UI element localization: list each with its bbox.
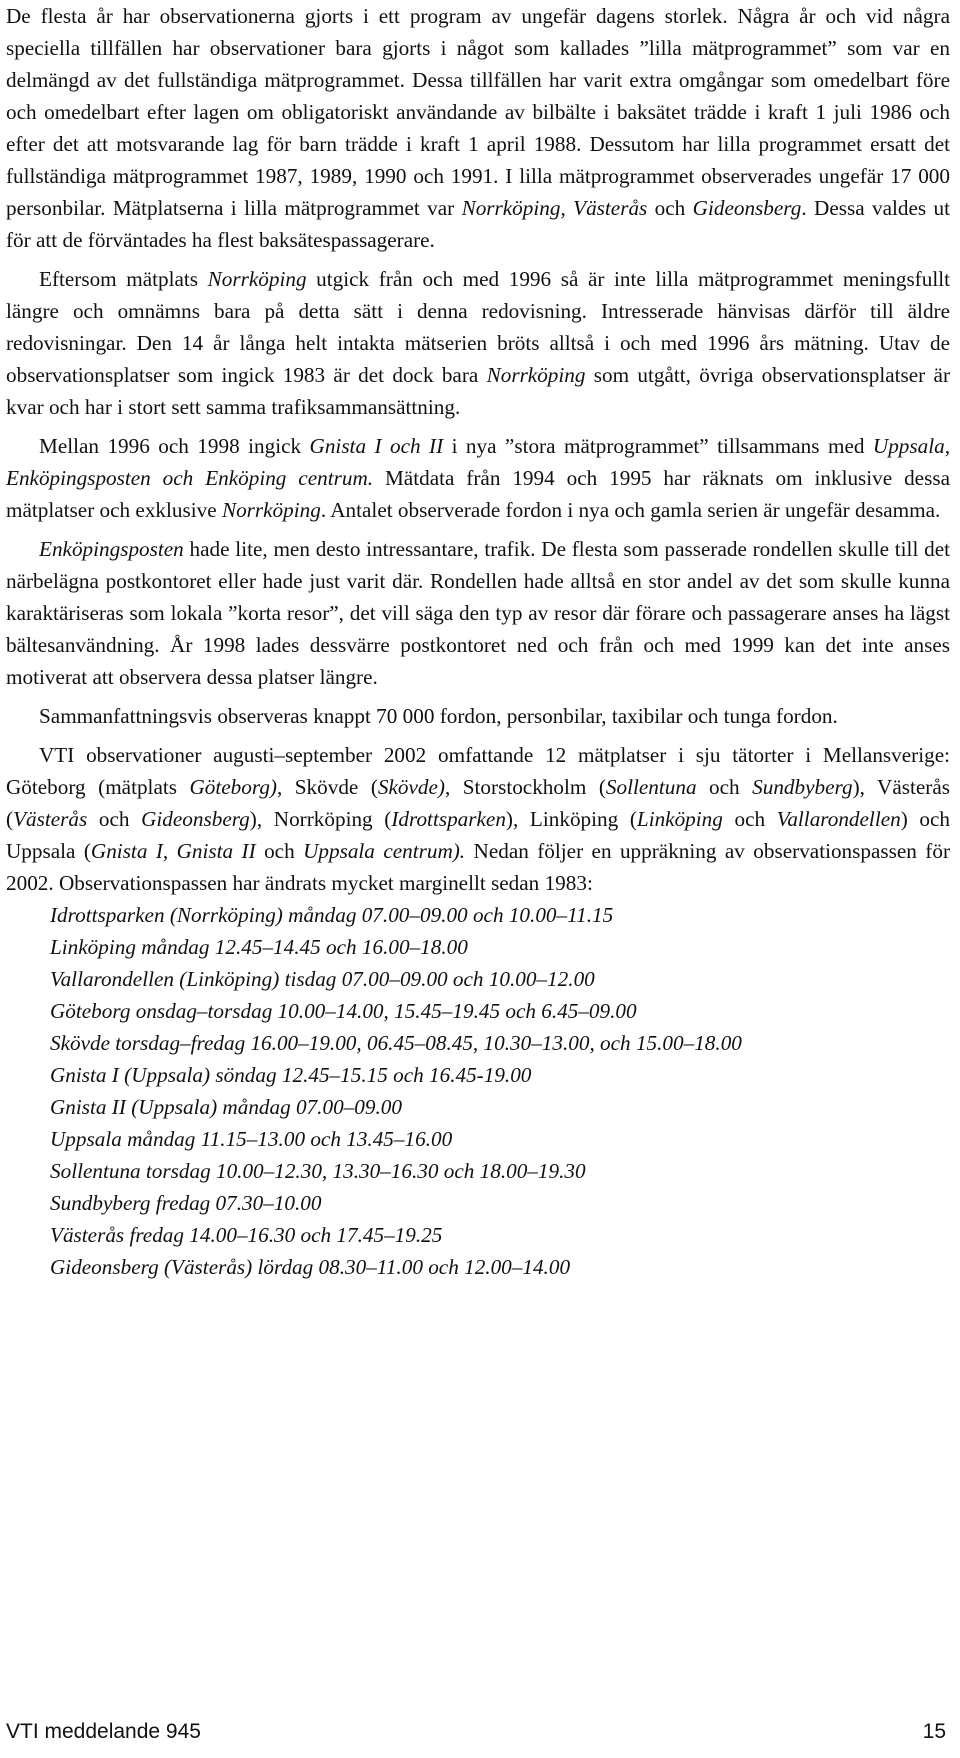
schedule-item: Sundbyberg fredag 07.30–10.00 — [50, 1191, 322, 1215]
italic-place-name: Gideonsberg — [692, 196, 802, 220]
document-page — [6, 0, 950, 1283]
italic-place-name: Göteborg) — [189, 775, 277, 799]
schedule-item: Idrottsparken (Norrköping) måndag 07.00–09.00 och 10.00–11.15 — [50, 903, 614, 927]
schedule-item: Gideonsberg (Västerås) lördag 08.30–11.00 och 12.00–14.00 — [50, 1255, 571, 1279]
italic-place-name: Norrköping, Västerås — [461, 196, 648, 220]
paragraph: Sammanfattningsvis observeras knappt 70 000 fordon, personbilar, taxibilar och tunga fordon. — [39, 704, 838, 728]
italic-place-name: Linköping — [636, 807, 723, 831]
paragraph: De flesta år har observationerna gjorts i ett program av ungefär dagens storlek. Några år och vid några speciella tillfällen har observationer bara gjorts i något som kallades ”lilla mätprogrammet” som var en delmängd av det fullständiga mätprogrammet. Dessa tillfällen har varit extra omgångar som omedelbart före och omedelbart efter lagen om obligatoriskt användande av bilbälte i baksätet trädde i kraft 1 juli 1986 och efter det att motsvarande lag för barn trädde i kraft 1 april 1988. Dessutom har lilla programmet ersatt det fullständiga mätprogrammet 1987, 1989, 1990 och 1991. I lilla mätprogrammet observerades ungefär 17 000 personbilar. Mätplatserna i lilla mätprogrammet var Norrköping, Västerås och Gideonsberg. Dessa valdes ut för att de förväntades ha flest baksätespassagerare. — [6, 4, 951, 252]
schedule-item: Skövde torsdag–fredag 16.00–19.00, 06.45–08.45, 10.30–13.00, och 15.00–18.00 — [50, 1031, 742, 1055]
schedule-item: Göteborg onsdag–torsdag 10.00–14.00, 15.45–19.45 och 6.45–09.00 — [50, 999, 637, 1023]
italic-place-name: Sollentuna — [605, 775, 697, 799]
page-footer — [6, 1716, 946, 1748]
page-number: 15 — [922, 1720, 946, 1743]
schedule-item: Gnista II (Uppsala) måndag 07.00–09.00 — [50, 1095, 402, 1119]
italic-place-name: Norrköping — [486, 363, 586, 387]
schedule-item: Vallarondellen (Linköping) tisdag 07.00–09.00 och 10.00–12.00 — [50, 967, 595, 991]
italic-place-name: Norrköping — [207, 267, 307, 291]
schedule-item: Sollentuna torsdag 10.00–12.30, 13.30–16.30 och 18.00–19.30 — [50, 1159, 586, 1183]
schedule-item: Linköping måndag 12.45–14.45 och 16.00–18.00 — [50, 935, 468, 959]
italic-place-name: Uppsala centrum). — [303, 839, 466, 863]
italic-place-name: Sundbyberg — [752, 775, 853, 799]
italic-place-name: Norrköping — [221, 498, 321, 522]
italic-place-name: Idrottsparken — [391, 807, 506, 831]
italic-place-name: Västerås — [13, 807, 88, 831]
italic-place-name: Uppsala, Enköpingsposten och Enköping centrum. — [6, 434, 950, 490]
italic-place-name: Skövde) — [377, 775, 445, 799]
italic-place-name: Vallarondellen — [776, 807, 901, 831]
schedule-item: Uppsala måndag 11.15–13.00 och 13.45–16.00 — [50, 1127, 453, 1151]
italic-place-name: Gnista I, Gnista II — [90, 839, 256, 863]
schedule-item: Gnista I (Uppsala) söndag 12.45–15.15 och 16.45-19.00 — [50, 1063, 532, 1087]
publication-name: VTI meddelande 945 — [6, 1720, 201, 1743]
paragraph: VTI observationer augusti–september 2002 omfattande 12 mätplatser i sju tätorter i Mellansverige: Göteborg (mätplats Göteborg), Skövde (Skövde), Storstockholm (Sollentuna och Sundbyberg), Västerås (Västerås och Gideonsberg), Norrköping (Idrottsparken), Linköping (Linköping och Vallarondellen) och Uppsala (Gnista I, Gnista II och Uppsala centrum). Nedan följer en uppräkning av observationspassen för 2002. Observationspassen har ändrats mycket marginellt sedan 1983: — [6, 743, 951, 895]
italic-place-name: Enköpingsposten — [39, 537, 184, 561]
paragraph: Eftersom mätplats Norrköping utgick från och med 1996 så är inte lilla mätprogrammet meningsfullt längre och omnämns bara på detta sätt i denna redovisning. Intresserade hänvisas därför till äldre redovisningar. Den 14 år långa helt intakta mätserien bröts alltså i och med 1996 års mätning. Utav de observationsplatser som ingick 1983 är det dock bara Norrköping som utgått, övriga observationsplatser är kvar och har i stort sett samma trafiksammansättning. — [6, 267, 950, 419]
schedule-item: Västerås fredag 14.00–16.30 och 17.45–19.25 — [50, 1223, 443, 1247]
italic-place-name: Gnista I och II — [309, 434, 444, 458]
paragraph: Mellan 1996 och 1998 ingick Gnista I och II i nya ”stora mätprogrammet” tillsammans med Uppsala, Enköpingsposten och Enköping centrum. Mätdata från 1994 och 1995 har räknats om inklusive dessa mätplatser och exklusive Norrköping. Antalet observerade fordon i nya och gamla serien är ungefär desamma. — [6, 434, 950, 522]
body-text — [6, 0, 950, 899]
paragraph: Enköpingsposten hade lite, men desto intressantare, trafik. De flesta som passerade rondellen skulle till det närbelägna postkontoret eller hade just varit där. Rondellen hade alltså en stor andel av det som skulle kunna karaktäriseras som lokala ”korta resor”, det vill säga den typ av resor där förare och passagerare anses ha lägst bältesanvändning. År 1998 lades dessvärre postkontoret ned och från och med 1999 kan det inte anses motiverat att observera dessa platser längre. — [6, 537, 950, 689]
observation-schedule-list — [50, 899, 950, 1283]
italic-place-name: Gideonsberg — [141, 807, 250, 831]
